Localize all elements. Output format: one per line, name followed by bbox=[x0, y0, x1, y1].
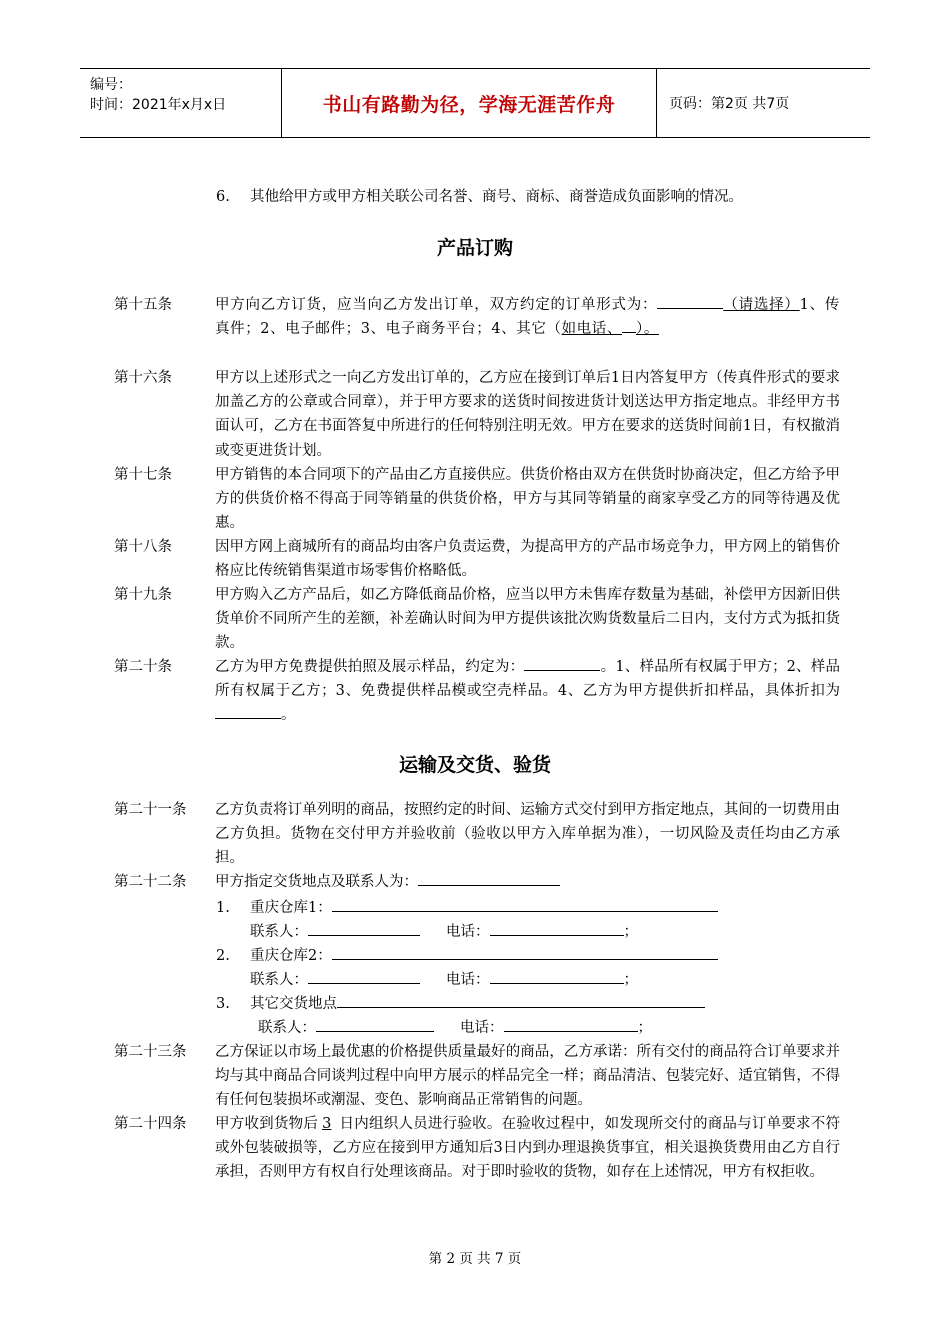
blank-field bbox=[622, 317, 636, 333]
article-label: 第十八条 bbox=[114, 539, 172, 555]
article-15 bbox=[114, 293, 840, 341]
time-label: 时间：2021年x月x日 bbox=[90, 97, 227, 113]
article-19 bbox=[114, 583, 840, 656]
article-17 bbox=[114, 463, 840, 536]
punctuation: ； bbox=[623, 924, 638, 940]
article-text: 甲方销售的本合同项下的产品由乙方直接供应。供货价格由双方在供货时协商决定，但乙方给予甲方的供货价格不得高于同等销量的供货价格，甲方与其同等销量的商家享受乙方的同等待遇及优惠。 bbox=[215, 467, 840, 532]
article-label: 第十六条 bbox=[114, 370, 172, 386]
list-number: 3. bbox=[216, 996, 230, 1012]
underlined-option: ）。 bbox=[635, 321, 659, 338]
article-text: 甲方收到货物后 bbox=[215, 1116, 319, 1132]
blank-field bbox=[418, 870, 560, 886]
article-label: 第二十一条 bbox=[114, 802, 187, 818]
article-label: 第十九条 bbox=[114, 587, 172, 603]
article-23 bbox=[114, 1040, 840, 1113]
blank-field bbox=[657, 293, 723, 309]
blank-field bbox=[316, 1016, 434, 1032]
list-number: 2. bbox=[216, 948, 230, 964]
warehouse-2 bbox=[216, 944, 718, 965]
article-text: 甲方指定交货地点及联系人为： bbox=[215, 874, 418, 890]
article-label: 第二十条 bbox=[114, 659, 172, 675]
article-21 bbox=[114, 798, 840, 871]
article-text: 。1、样品所有权属于甲方；2、样品所有权属于乙方；3、免费提供样品模或空壳样品。4、乙方为甲方提供折扣样品，具体折扣为 bbox=[215, 659, 841, 700]
article-20 bbox=[114, 655, 840, 728]
article-label: 第二十四条 bbox=[114, 1116, 187, 1132]
list-number: 1. bbox=[216, 900, 230, 916]
inspection-days: 3 bbox=[322, 1116, 332, 1132]
phone-label: 电话： bbox=[446, 972, 490, 988]
article-text: 甲方购入乙方产品后，如乙方降低商品价格，应当以甲方未售库存数量为基础，补偿甲方因新旧供货单价不同所产生的差额，补差确认时间为甲方提供该批次购货数量后二日内，支付方式为抵扣货款。 bbox=[215, 587, 840, 652]
warehouse-label: 重庆仓库2： bbox=[250, 948, 332, 964]
number-label: 编号： bbox=[90, 77, 132, 93]
warehouse-label: 重庆仓库1： bbox=[250, 900, 332, 916]
blank-field bbox=[337, 992, 705, 1008]
article-24 bbox=[114, 1112, 840, 1185]
other-location-contact bbox=[258, 1016, 652, 1037]
blank-field bbox=[490, 968, 624, 984]
intro-item bbox=[216, 185, 743, 206]
blank-field bbox=[490, 920, 624, 936]
underlined-option: （请选择） bbox=[723, 297, 800, 313]
blank-field bbox=[524, 655, 600, 671]
article-text: 甲方以上述形式之一向乙方发出订单的，乙方应在接到订单后1日内答复甲方（传真件形式的要求加盖乙方的公章或合同章），并于甲方要求的送货时间按进货计划送达甲方指定地点。非经甲方书面认可，乙方在书面答复中所进行的任何特别注明无效。甲方在要求的送货时间前1日，有权撤消或变更进货计划。 bbox=[215, 370, 840, 459]
article-text: 日内组织人员进行验收。在验收过程中，如发现所交付的商品与订单要求不符或外包装破损等，乙方应在接到甲方通知后3日内到办理退换货事宜，相关退换货费用由乙方自行承担，否则甲方有权自行处理该商品。对于即时验收的货物，如存在上述情况，甲方有权拒收。 bbox=[215, 1116, 841, 1181]
phone-label: 电话： bbox=[446, 924, 490, 940]
article-label: 第二十三条 bbox=[114, 1044, 187, 1060]
blank-field bbox=[332, 896, 718, 912]
other-location bbox=[216, 992, 705, 1013]
page-footer: 第 2 页 共 7 页 bbox=[428, 1251, 522, 1267]
blank-field bbox=[215, 703, 281, 719]
article-text: 甲方向乙方订货，应当向乙方发出订单，双方约定的订单形式为： bbox=[215, 297, 658, 313]
page-header bbox=[80, 68, 870, 138]
article-text: 乙方负责将订单列明的商品，按照约定的时间、运输方式交付到甲方指定地点，其间的一切费用由乙方负担。货物在交付甲方并验收前（验收以甲方入库单据为准），一切风险及责任均由乙方承担。 bbox=[215, 802, 840, 867]
intro-item-text: 其他给甲方或甲方相关联公司名誉、商号、商标、商誉造成负面影响的情况。 bbox=[250, 189, 743, 205]
article-text: 1、传真件；2、电子邮件；3、电子商务平台；4、其它（ bbox=[215, 297, 840, 338]
header-meta bbox=[80, 69, 282, 137]
header-page-info: 页码：第2页 共7页 bbox=[669, 96, 790, 112]
phone-label: 电话： bbox=[460, 1020, 504, 1036]
blank-field bbox=[332, 944, 718, 960]
blank-field bbox=[504, 1016, 638, 1032]
warehouse-2-contact bbox=[250, 968, 638, 989]
article-label: 第十五条 bbox=[114, 297, 172, 313]
article-text: 乙方为甲方免费提供拍照及展示样品，约定为： bbox=[215, 659, 525, 675]
warehouse-1 bbox=[216, 896, 718, 917]
contact-label: 联系人： bbox=[258, 1020, 316, 1036]
header-motto: 书山有路勤为径，学海无涯苦作舟 bbox=[282, 69, 657, 137]
warehouse-1-contact bbox=[250, 920, 638, 941]
article-16 bbox=[114, 366, 840, 463]
section-title-delivery: 运输及交货、验货 bbox=[398, 754, 551, 776]
article-text: 因甲方网上商城所有的商品均由客户负责运费，为提高甲方的产品市场竞争力，甲方网上的销售价格应比传统销售渠道市场零售价格略低。 bbox=[215, 539, 840, 580]
punctuation: ； bbox=[637, 1020, 652, 1036]
intro-item-number: 6. bbox=[216, 189, 230, 205]
article-text: 乙方保证以市场上最优惠的价格提供质量最好的商品，乙方承诺：所有交付的商品符合订单要求并均与其中商品合同谈判过程中向甲方展示的样品完全一样；商品清洁、包装完好、适宜销售，不得有任何包装损坏或潮湿、变色、影响商品正常销售的问题。 bbox=[215, 1044, 840, 1109]
article-label: 第十七条 bbox=[114, 467, 172, 483]
contact-label: 联系人： bbox=[250, 924, 308, 940]
contact-label: 联系人： bbox=[250, 972, 308, 988]
article-18 bbox=[114, 535, 840, 583]
section-title-ordering: 产品订购 bbox=[436, 237, 513, 259]
underlined-option: 如电话、 bbox=[561, 321, 622, 338]
article-text: 。 bbox=[281, 707, 296, 724]
blank-field bbox=[308, 968, 420, 984]
blank-field bbox=[308, 920, 420, 936]
punctuation: ； bbox=[623, 972, 638, 988]
article-22 bbox=[114, 870, 840, 894]
article-label: 第二十二条 bbox=[114, 874, 187, 890]
location-label: 其它交货地点 bbox=[250, 996, 337, 1012]
